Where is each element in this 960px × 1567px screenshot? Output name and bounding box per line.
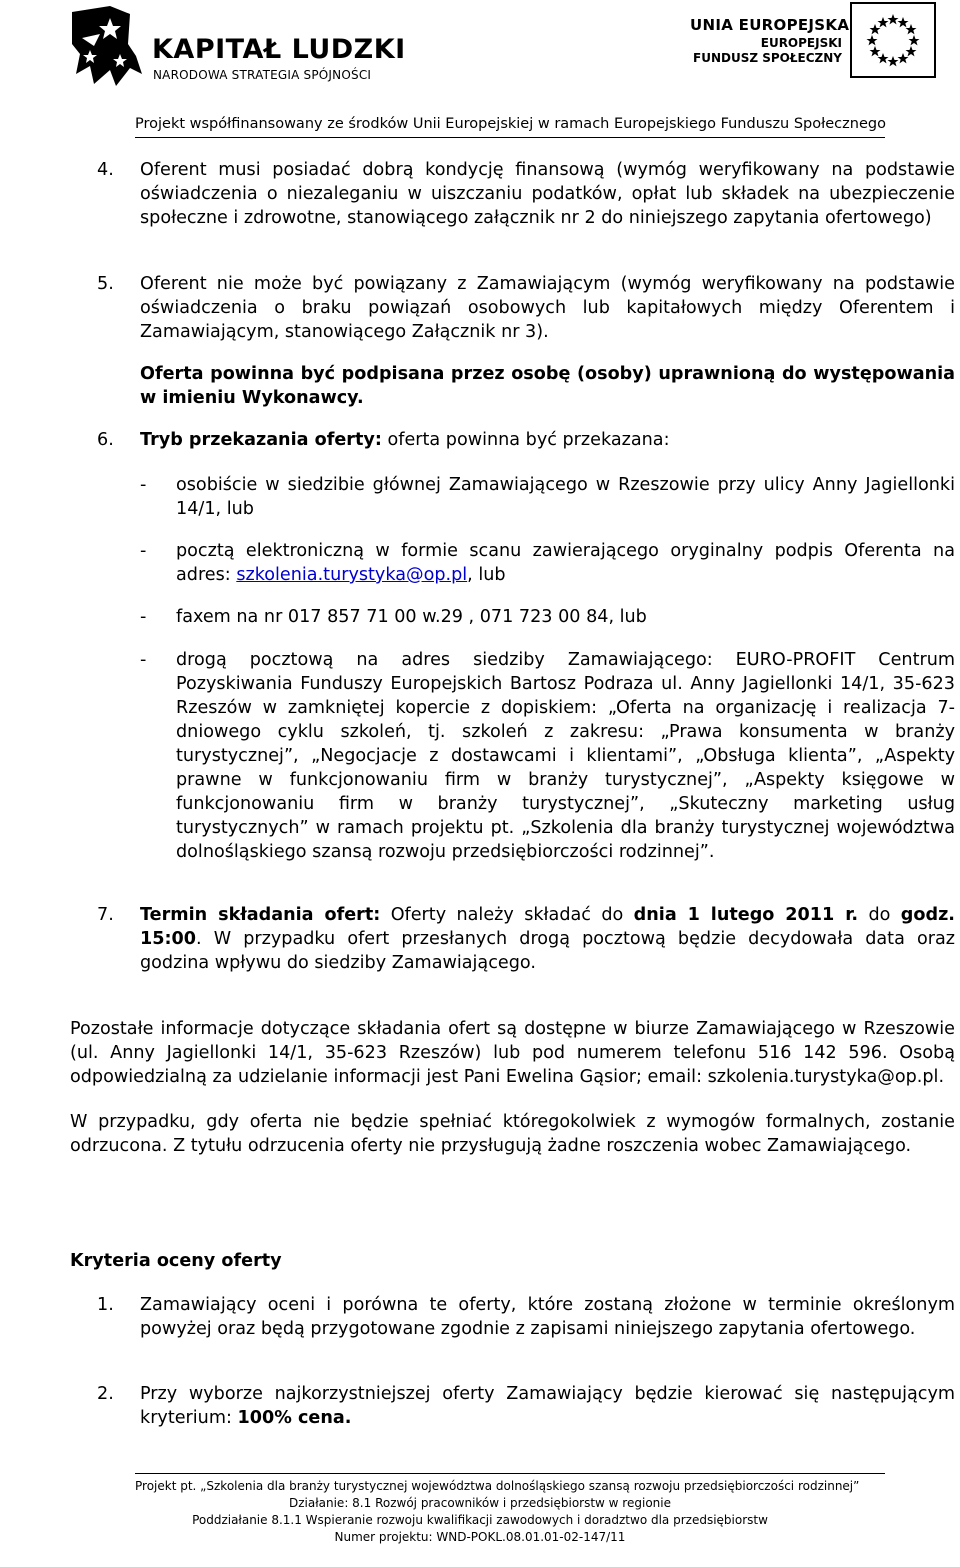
header-divider	[135, 137, 885, 138]
item-7-body-2: do	[858, 905, 901, 925]
eu-flag-icon	[850, 2, 936, 78]
item-7-number: 7.	[97, 905, 114, 925]
eu-logo-line3: FUNDUSZ SPOŁECZNY	[693, 51, 842, 65]
kapital-ludzki-title: KAPITAŁ LUDZKI	[152, 34, 406, 65]
item-7-text	[140, 903, 955, 975]
signature-requirement-note: Oferta powinna być podpisana przez osobę (osoby) uprawnioną do występowania w imieniu Wykonawcy.	[140, 364, 955, 408]
criteria-1-text: Zamawiający oceni i porówna te oferty, które zostaną złożone w terminie określonym powyżej oraz będą przygotowane zgodnie z zapisami niniejszego zapytania ofertowego.	[140, 1295, 955, 1339]
delivery-option-post: drogą pocztową na adres siedziby Zamawiającego: EURO-PROFIT Centrum Pozyskiwania Funduszy Europejskich Bartosz Podraza ul. Anny Jagiellonki 14/1, 35-623 Rzeszów w zamkniętej kopercie z dopiskiem: „Oferta na organizację i realizacja 7-dniowego cyklu szkoleń, tj. szkoleń z zakresu: „Prawa konsumenta w branży turystycznej”, „Negocjacje z dostawcami i klientami”, „Obsługa klienta”, „Aspekty prawne w funkcjonowaniu firm w branży turystycznej”, „Aspekty księgowe w funkcjonowaniu firm w branży turystycznej”, „Skuteczny marketing usług turystycznych” w ramach projektu pt. „Szkolenia dla branży turystycznej województwa dolnośląskiego szansą rozwoju przedsiębiorczości rodzinnej”.	[176, 650, 955, 862]
criteria-1-number: 1.	[97, 1295, 114, 1315]
dash-marker: -	[140, 607, 147, 627]
delivery-email-text: pocztą elektroniczną w formie scanu zawierającego oryginalny podpis Oferenta na adres:	[176, 541, 955, 585]
footer-project-number: Numer projektu: WND-POKL.08.01.01-02-147/11	[334, 1530, 626, 1544]
dash-marker: -	[140, 475, 147, 495]
deadline-time: godz. 15:00	[140, 905, 955, 949]
email-link[interactable]: szkolenia.turystyka@op.pl	[236, 565, 468, 585]
criteria-2-body: Przy wyborze najkorzystniejszej oferty Zamawiający będzie kierować się następującym kryterium:	[140, 1384, 955, 1428]
item-4-text: Oferent musi posiadać dobrą kondycję finansową (wymóg weryfikowany na podstawie oświadczenia o niezaleganiu w uiszczaniu podatków, opłat lub składek na ubezpieczenie społeczne i zdrowotne, stanowiącego załącznik nr 2 do niniejszego zapytania ofertowego)	[140, 160, 955, 228]
dash-marker: -	[140, 650, 147, 670]
eu-logo-line2: EUROPEJSKI	[760, 36, 842, 50]
criteria-2-text	[140, 1382, 955, 1430]
criteria-2-number: 2.	[97, 1384, 114, 1404]
cofinancing-note: Projekt współfinansowany ze środków Unii Europejskiej w ramach Europejskiego Funduszu Społecznego	[135, 116, 886, 132]
item-6-heading: Tryb przekazania oferty:	[140, 430, 382, 450]
item-5-text: Oferent nie może być powiązany z Zamawiającym (wymóg weryfikowany na podstawie oświadczenia o braku powiązań osobowych lub kapitałowych między Oferentem i Zamawiającym, stanowiącego Załącznik nr 3).	[140, 274, 955, 342]
rejection-paragraph: W przypadku, gdy oferta nie będzie spełniać któregokolwiek z wymogów formalnych, zostanie odrzucona. Z tytułu odrzucenia oferty nie przysługują żadne roszczenia wobec Zamawiającego.	[70, 1112, 955, 1156]
item-6-number: 6.	[97, 430, 114, 450]
footer-project-title: Projekt pt. „Szkolenia dla branży turystycznej województwa dolnośląskiego szansą rozwoju przedsiębiorczości rodzinnej”	[135, 1479, 860, 1493]
kapital-ludzki-emblem-icon	[70, 4, 150, 90]
footer-action: Działanie: 8.1 Rozwój pracowników i przedsiębiorstw w regionie	[289, 1496, 671, 1510]
criteria-2-price: 100% cena.	[237, 1408, 352, 1428]
item-5-number: 5.	[97, 274, 114, 294]
item-7-body-3: . W przypadku ofert przesłanych drogą pocztową będzie decydowała data oraz godzina wpływu do siedziby Zamawiającego.	[140, 929, 955, 973]
item-6-text	[140, 428, 955, 452]
criteria-heading: Kryteria oceny oferty	[70, 1251, 282, 1271]
footer-subaction: Poddziałanie 8.1.1 Wspieranie rozwoju kwalifikacji zawodowych i doradztwo dla przedsiębiorstw	[192, 1513, 768, 1527]
item-7-heading: Termin składania ofert:	[140, 905, 381, 925]
kapital-ludzki-subtitle: NARODOWA STRATEGIA SPÓJNOŚCI	[153, 68, 372, 82]
eu-logo-line1: UNIA EUROPEJSKA	[690, 16, 850, 34]
item-4-number: 4.	[97, 160, 114, 180]
kapital-ludzki-logo	[70, 4, 406, 90]
delivery-option-email	[176, 539, 955, 587]
page-header	[0, 0, 960, 145]
item-7-body-1: Oferty należy składać do	[380, 905, 634, 925]
eu-logo	[690, 2, 938, 78]
item-6-body: oferta powinna być przekazana:	[381, 430, 670, 450]
delivery-email-suffix: , lub	[467, 565, 506, 585]
delivery-option-fax: faxem na nr 017 857 71 00 w.29 , 071 723 00 84, lub	[176, 607, 647, 627]
deadline-date: dnia 1 lutego 2011 r.	[633, 905, 859, 925]
footer-divider	[135, 1473, 885, 1474]
additional-info-paragraph: Pozostałe informacje dotyczące składania ofert są dostępne w biurze Zamawiającego w Rzeszowie (ul. Anny Jagiellonki 14/1, 35-623 Rzeszów) lub pod numerem telefonu 516 142 596. Osobą odpowiedzialną za udzielanie informacji jest Pani Ewelina Gąsior; email: szkolenia.turystyka@op.pl.	[70, 1019, 955, 1087]
dash-marker: -	[140, 541, 147, 561]
delivery-option-personal: osobiście w siedzibie głównej Zamawiającego w Rzeszowie przy ulicy Anny Jagiellonki 14/1, lub	[176, 475, 955, 519]
